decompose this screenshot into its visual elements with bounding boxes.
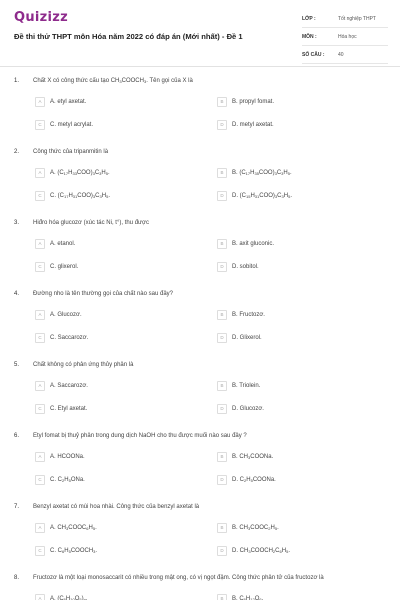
option-text: B. $(C_{17}H_{35}COO)_3C_3H_5$. bbox=[232, 170, 292, 176]
option-letter-box: D bbox=[217, 404, 227, 414]
answer-option[interactable] bbox=[35, 262, 78, 272]
answer-option[interactable] bbox=[35, 310, 82, 320]
answer-option[interactable] bbox=[217, 168, 292, 178]
question-number: 6. bbox=[14, 433, 20, 439]
option-letter-box: A bbox=[35, 97, 45, 107]
worksheet-header bbox=[0, 0, 400, 67]
option-letter-box: B bbox=[217, 97, 227, 107]
option-letter-box: D bbox=[217, 120, 227, 130]
option-text: B. axit gluconic. bbox=[232, 241, 275, 247]
answer-option[interactable] bbox=[35, 594, 88, 600]
question-item bbox=[0, 149, 400, 220]
info-row-subject bbox=[302, 32, 388, 46]
option-text: C. $C_2H_5ONa$. bbox=[50, 477, 85, 483]
answer-option[interactable] bbox=[35, 120, 93, 130]
option-text: B. Triolein. bbox=[232, 383, 261, 389]
answer-option[interactable] bbox=[35, 475, 85, 485]
option-text: B. $CH_3COOC_2H_5$. bbox=[232, 525, 279, 531]
option-text: A. Glucozơ. bbox=[50, 312, 82, 318]
answer-option[interactable] bbox=[217, 239, 274, 249]
info-label: LỚP : bbox=[302, 16, 316, 22]
question-item bbox=[0, 433, 400, 504]
worksheet-title: Đề thi thử THPT môn Hóa năm 2022 có đáp án (Mới nhất) - Đề 1 bbox=[14, 32, 243, 41]
answer-option[interactable] bbox=[35, 404, 87, 414]
option-text: D. Glixerol. bbox=[232, 335, 262, 341]
answer-option[interactable] bbox=[35, 452, 85, 462]
answer-option[interactable] bbox=[217, 333, 262, 343]
option-text: B. $C_6H_{12}O_6$. bbox=[232, 596, 264, 600]
answer-option[interactable] bbox=[217, 452, 273, 462]
quizizz-logo: Quizizz bbox=[14, 10, 69, 25]
question-number: 1. bbox=[14, 78, 20, 84]
question-number: 5. bbox=[14, 362, 20, 368]
option-letter-box: B bbox=[217, 381, 227, 391]
option-letter-box: D bbox=[217, 546, 227, 556]
question-item bbox=[0, 291, 400, 362]
answer-option[interactable] bbox=[217, 475, 276, 485]
question-item bbox=[0, 220, 400, 291]
question-text: Đường nho là tên thường gọi của chất nào sau đây? bbox=[33, 291, 173, 297]
answer-option[interactable] bbox=[35, 381, 88, 391]
option-text: A. HCOONa. bbox=[50, 454, 85, 460]
option-text: C. metyl acrylat. bbox=[50, 122, 94, 128]
option-letter-box: A bbox=[35, 310, 45, 320]
option-letter-box: B bbox=[217, 594, 227, 600]
option-text: A. $CH_3COOC_6H_5$. bbox=[50, 525, 97, 531]
option-letter-box: C bbox=[35, 404, 45, 414]
info-value: Hóa học bbox=[338, 34, 357, 40]
option-letter-box: B bbox=[217, 310, 227, 320]
option-letter-box: C bbox=[35, 475, 45, 485]
option-letter-box: A bbox=[35, 523, 45, 533]
answer-option[interactable] bbox=[217, 310, 265, 320]
question-item bbox=[0, 504, 400, 575]
option-text: D. metyl axetat. bbox=[232, 122, 274, 128]
option-text: D. $C_2H_5COONa$. bbox=[232, 477, 276, 483]
option-letter-box: A bbox=[35, 168, 45, 178]
answer-option[interactable] bbox=[217, 546, 290, 556]
option-text: C. $C_6H_5COOCH_3$. bbox=[50, 548, 98, 554]
question-list bbox=[0, 78, 400, 600]
option-letter-box: B bbox=[217, 523, 227, 533]
option-letter-box: A bbox=[35, 594, 45, 600]
option-letter-box: D bbox=[217, 475, 227, 485]
answer-option[interactable] bbox=[217, 523, 279, 533]
question-number: 4. bbox=[14, 291, 20, 297]
question-number: 7. bbox=[14, 504, 20, 510]
answer-option[interactable] bbox=[35, 239, 75, 249]
option-text: A. $(C_{17}H_{33}COO)_3C_3H_5$. bbox=[50, 170, 110, 176]
info-row-question-count bbox=[302, 50, 388, 64]
option-text: C. Saccarozơ. bbox=[50, 335, 89, 341]
answer-option[interactable] bbox=[217, 381, 260, 391]
option-letter-box: B bbox=[217, 168, 227, 178]
question-text: Công thức của tripanmitin là bbox=[33, 149, 109, 155]
option-text: B. Fructozơ. bbox=[232, 312, 265, 318]
question-text: Etyl fomat bị thuỷ phân trong dung dịch NaOH cho thu được muối nào sau đây ? bbox=[33, 433, 247, 439]
option-letter-box: B bbox=[217, 239, 227, 249]
question-text: Hiđro hóa glucozơ (xúc tác Ni, t°), thu được bbox=[33, 220, 149, 226]
answer-option[interactable] bbox=[35, 168, 110, 178]
question-item bbox=[0, 362, 400, 433]
option-letter-box: C bbox=[35, 333, 45, 343]
answer-option[interactable] bbox=[35, 523, 97, 533]
option-letter-box: A bbox=[35, 239, 45, 249]
question-number: 8. bbox=[14, 575, 20, 581]
answer-option[interactable] bbox=[35, 191, 110, 201]
option-letter-box: C bbox=[35, 546, 45, 556]
answer-option[interactable] bbox=[35, 97, 86, 107]
question-text: Fructozơ là một loại monosaccarit có nhiều trong mật ong, có vị ngọt đậm. Công thức phân tử của fructozơ là bbox=[33, 575, 324, 581]
answer-option[interactable] bbox=[217, 594, 263, 600]
option-letter-box: D bbox=[217, 262, 227, 272]
info-value: 40 bbox=[338, 52, 344, 58]
info-label: MÔN : bbox=[302, 34, 317, 40]
option-text: A. etyl axetat. bbox=[50, 99, 87, 105]
option-text: A. etanol. bbox=[50, 241, 76, 247]
answer-option[interactable] bbox=[217, 262, 259, 272]
option-text: C. $(C_{17}H_{31}COO)_3C_3H_5$. bbox=[50, 193, 110, 199]
option-letter-box: B bbox=[217, 452, 227, 462]
question-number: 2. bbox=[14, 149, 20, 155]
option-text: A. Saccarozơ. bbox=[50, 383, 88, 389]
info-value: Tốt nghiệp THPT bbox=[338, 16, 376, 22]
option-text: A. $(C_6H_{10}O_5)_n$. bbox=[50, 596, 88, 600]
option-letter-box: A bbox=[35, 381, 45, 391]
answer-option[interactable] bbox=[35, 546, 97, 556]
option-text: D. $CH_3COOCH_2C_6H_5$. bbox=[232, 548, 290, 554]
option-letter-box: D bbox=[217, 333, 227, 343]
option-text: D. $(C_{15}H_{31}COO)_3C_3H_5$. bbox=[232, 193, 292, 199]
question-text: Chất X có công thức cấu tạo $CH_3COOCH_3$. Tên gọi của X là bbox=[33, 78, 193, 84]
answer-option[interactable] bbox=[217, 97, 274, 107]
option-text: B. $CH_3COONa$. bbox=[232, 454, 274, 460]
option-letter-box: A bbox=[35, 452, 45, 462]
question-text: Chất không có phản ứng thủy phân là bbox=[33, 362, 134, 368]
answer-option[interactable] bbox=[217, 120, 274, 130]
option-text: D. sobitol. bbox=[232, 264, 259, 270]
question-text: Benzyl axetat có mùi hoa nhài. Công thức của benzyl axetat là bbox=[33, 504, 200, 510]
option-text: B. propyl fomat. bbox=[232, 99, 275, 105]
option-letter-box: C bbox=[35, 262, 45, 272]
option-text: C. glixerol. bbox=[50, 264, 79, 270]
worksheet-info bbox=[302, 14, 388, 68]
option-text: C. Etyl axetat. bbox=[50, 406, 88, 412]
question-item bbox=[0, 78, 400, 149]
option-letter-box: C bbox=[35, 120, 45, 130]
info-row-class bbox=[302, 14, 388, 28]
answer-option[interactable] bbox=[217, 191, 292, 201]
option-letter-box: C bbox=[35, 191, 45, 201]
option-letter-box: D bbox=[217, 191, 227, 201]
answer-option[interactable] bbox=[35, 333, 88, 343]
question-number: 3. bbox=[14, 220, 20, 226]
info-label: SỐ CÂU : bbox=[302, 52, 325, 58]
question-item bbox=[0, 575, 400, 600]
option-text: D. Glucozơ. bbox=[232, 406, 264, 412]
answer-option[interactable] bbox=[217, 404, 264, 414]
